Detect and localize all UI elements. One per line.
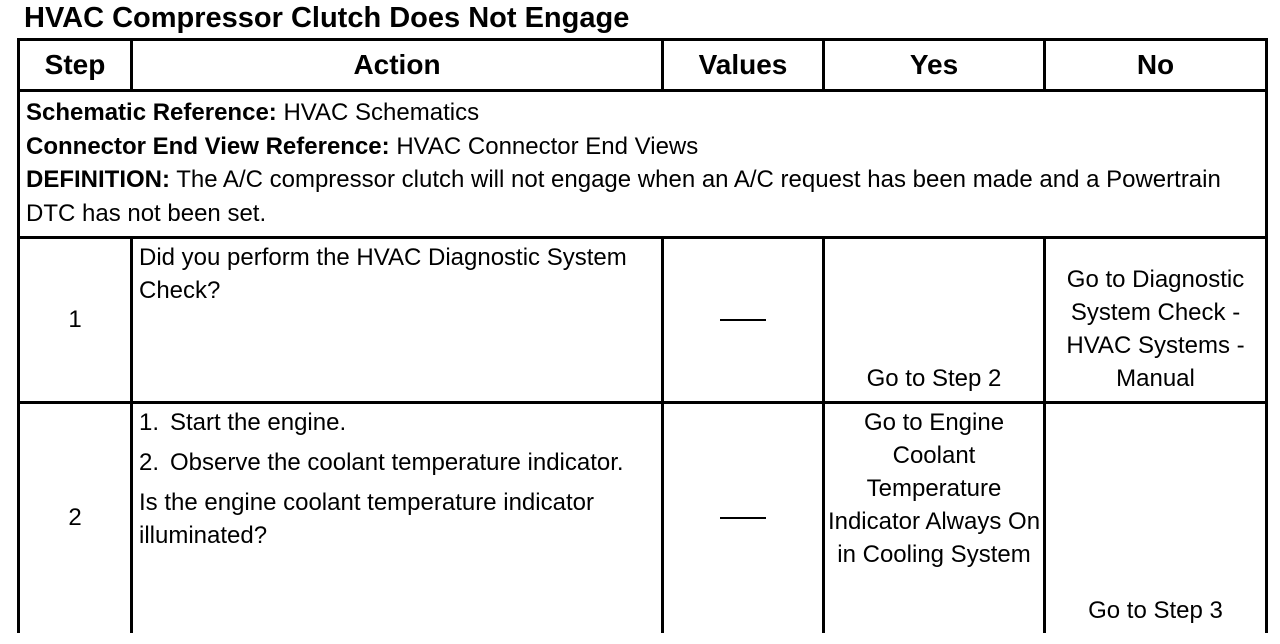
empty-value-dash [720, 319, 766, 321]
step-action-question: Is the engine coolant temperature indicator illuminated? [139, 489, 594, 549]
step-action [132, 403, 663, 633]
action-list-item [139, 406, 655, 439]
step-values [663, 238, 824, 403]
page-title: HVAC Compressor Clutch Does Not Engage [24, 2, 630, 34]
definition [26, 163, 1259, 230]
intro-row [19, 91, 1267, 238]
schematic-reference-link[interactable]: HVAC Schematics [283, 99, 480, 126]
list-item-number: 1. [139, 409, 160, 436]
definition-label: DEFINITION: [26, 166, 170, 193]
table-header-row [19, 40, 1267, 91]
header-action: Action [132, 40, 663, 91]
header-yes: Yes [824, 40, 1045, 91]
header-values: Values [663, 40, 824, 91]
step-yes-action[interactable]: Go to Engine Coolant Temperature Indicator Always On in Cooling System [824, 403, 1045, 633]
definition-text: The A/C compressor clutch will not engage when an A/C request has been made and a Powertrain DTC has not been set. [26, 166, 1221, 227]
step-number: 1 [19, 238, 132, 403]
step-number: 2 [19, 403, 132, 633]
table-row-step-2 [19, 403, 1267, 633]
connector-reference [26, 130, 1259, 164]
list-item-number: 2. [139, 449, 160, 476]
step-values [663, 403, 824, 633]
schematic-reference-label: Schematic Reference: [26, 99, 277, 126]
step-no-action[interactable]: Go to Step 3 [1045, 403, 1267, 633]
action-list-item [139, 446, 655, 479]
header-no: No [1045, 40, 1267, 91]
step-yes-action[interactable]: Go to Step 2 [824, 238, 1045, 403]
list-item-text: Start the engine. [170, 409, 347, 436]
step-no-action[interactable]: Go to Diagnostic System Check - HVAC Systems - Manual [1045, 238, 1267, 403]
list-item-text: Observe the coolant temperature indicator. [170, 449, 624, 476]
schematic-reference [26, 96, 1259, 130]
connector-reference-label: Connector End View Reference: [26, 132, 390, 160]
step-action-text: Did you perform the HVAC Diagnostic System Check? [139, 244, 627, 304]
empty-value-dash [720, 517, 766, 519]
connector-reference-link[interactable]: HVAC Connector End Views [396, 132, 699, 160]
intro-cell [19, 91, 1267, 238]
diagnostic-table [17, 38, 1268, 633]
step-action [132, 238, 663, 403]
table-row-step-1 [19, 238, 1267, 403]
header-step: Step [19, 40, 132, 91]
